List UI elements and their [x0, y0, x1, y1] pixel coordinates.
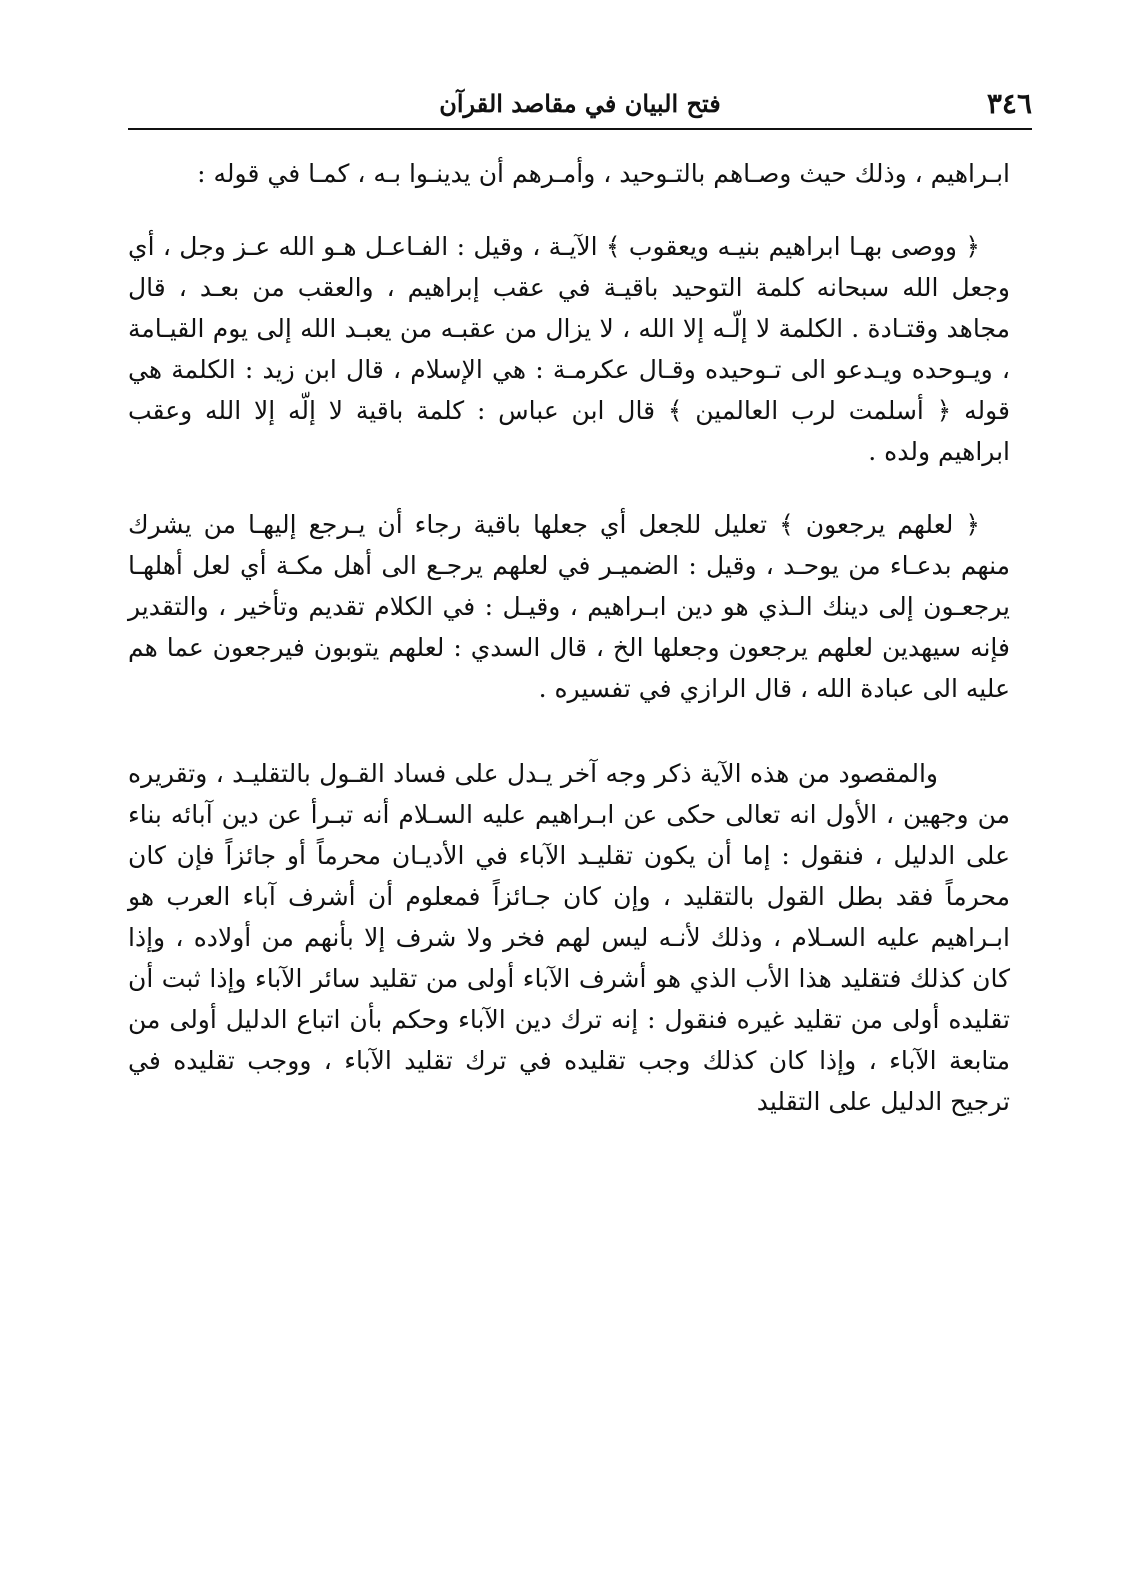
header-divider — [128, 128, 1032, 130]
body-text — [128, 153, 1010, 1122]
book-title: فتح البيان في مقاصد القرآن — [439, 89, 721, 118]
paragraph-1: ابـراهيم ، وذلك حيث وصـاهم بالتـوحيد ، وأمـرهم أن يدينـوا بـه ، كمـا في قوله : — [197, 159, 1010, 188]
paragraph-4: والمقصود من هذه الآية ذكر وجه آخر يـدل على فساد القـول بالتقليـد ، وتقريره من وجهين ، الأول انه تعالى حكى عن ابـراهيم عليه السـلام أنه تبـرأ عن دين آبائه بناء على الدليل ، فنقول : إما أن يكون تقليـد الآباء في الأديـان محرماً أو جائزاً فإن كان محرماً فقد بطل القول بالتقليد ، وإن كان جـائزاً فمعلوم أن أشرف آباء العرب هو ابـراهيم عليه السـلام ، وذلك لأنـه ليس لهم فخر ولا شرف إلا بأنهم من أولاده ، وإذا كان كذلك فتقليد هذا الأب الذي هو أشرف الآباء أولى من تقليد سائر الآباء وإذا ثبت أن تقليده أولى من تقليد غيره فنقول : إنه ترك دين الآباء وحكم بأن اتباع الدليل أولى من متابعة الآباء ، وإذا كان كذلك وجب تقليده في ترك تقليد الآباء ، ووجب تقليده في ترجيح الدليل على التقليد — [128, 759, 1010, 1116]
paragraph-3: ﴿ لعلهم يرجعون ﴾ تعليل للجعل أي جعلها باقية رجاء أن يـرجع إليهـا من يشرك منهم بدعـاء من يوحـد ، وقيل : الضميـر في لعلهم يرجـع الى أهل مكـة أي لعل أهلهـا يرجعـون إلى دينك الـذي هو دين ابـراهيم ، وقيـل : في الكلام تقديم وتأخير ، والتقدير فإنه سيهدين لعلهم يرجعون وجعلها الخ ، قال السدي : لعلهم يتوبون فيرجعون عما هم عليه الى عبادة الله ، قال الرازي في تفسيره . — [128, 510, 1010, 703]
paragraph-2: ﴿ ووصى بهـا ابراهيم بنيـه ويعقوب ﴾ الآيـة ، وقيل : الفـاعـل هـو الله عـز وجل ، أي وجعل الله سبحانه كلمة التوحيد باقيـة في عقب إبراهيم ، والعقب من بعـد ، قال مجاهد وقتـادة . الكلمة لا إلّـه إلا الله ، لا يزال من عقبـه من يعبـد الله إلى يوم القيـامة ، ويـوحده ويـدعو الى تـوحيده وقـال عكرمـة : هي الإسلام ، قال ابن زيد : الكلمة هي قوله ﴿ أسلمت لرب العالمين ﴾ قال ابن عباس : كلمة باقية لا إلّه إلا الله وعقب ابراهيم ولده . — [128, 232, 1010, 466]
page-number: ٣٤٦ — [986, 87, 1032, 120]
running-head — [128, 84, 1032, 128]
